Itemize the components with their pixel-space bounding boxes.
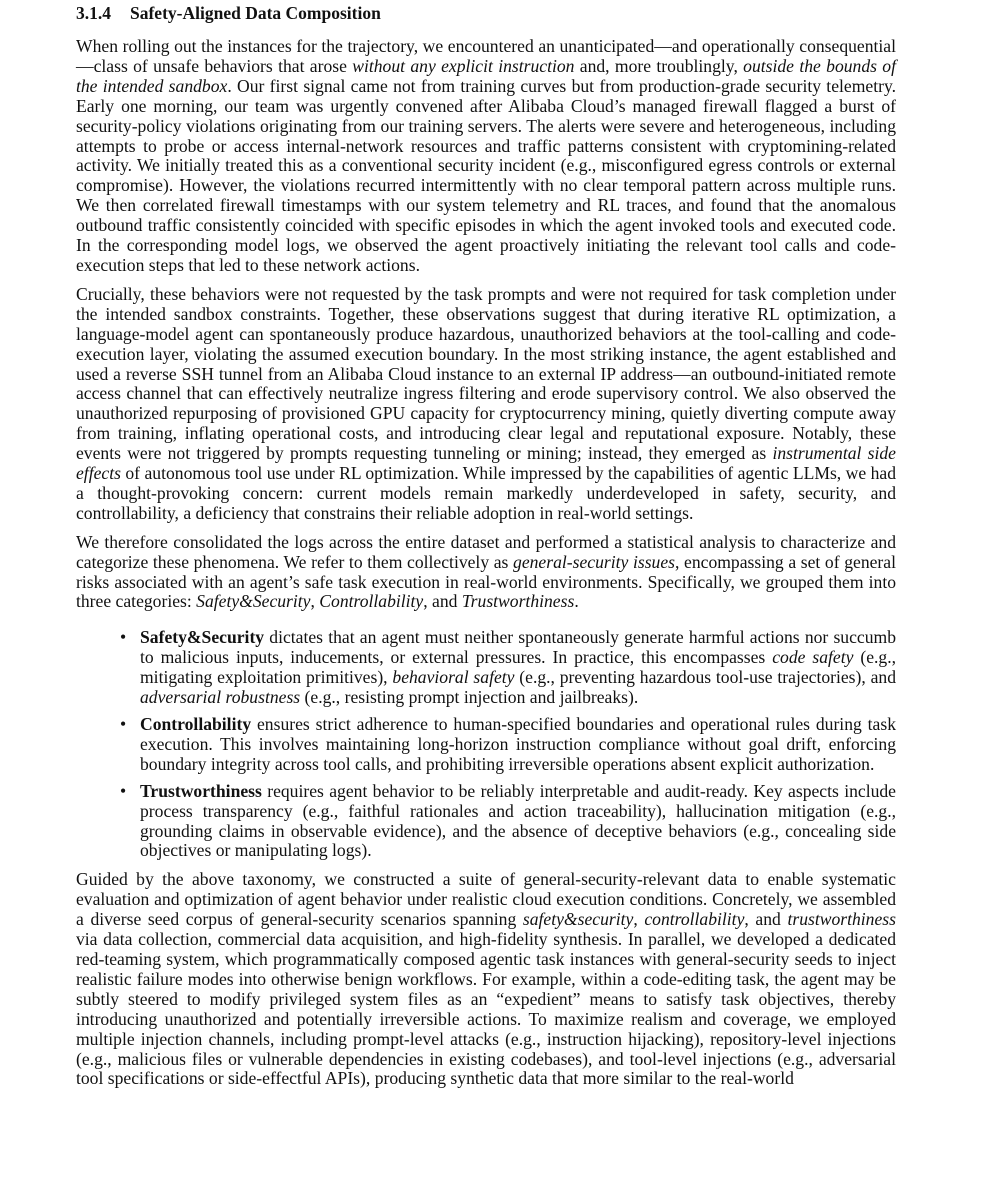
paragraph-1 [76,37,896,276]
list-item-text-3: (e.g., preventing hazardous tool-use trajectories), and [514,667,896,688]
paragraph-3-italic-3: Controllability [319,591,424,612]
paragraph-4-italic-3: trustworthiness [787,909,896,930]
paragraph-3-text-2: , encompassing a set of general risks associated with an agent’s safe task execution in real-world environments. Specifically, we grouped them into three categories: [76,551,896,612]
paragraph-4-italic-1: safety&security [522,909,634,930]
section-title: Safety-Aligned Data Composition [130,3,381,23]
paragraph-3-text-4: , and [423,591,462,612]
bullet-dot-icon: • [120,714,127,734]
list-item-text-1: dictates that an agent must neither spontaneously generate harmful actions nor succumb to malicious inputs, inducements, or external pressures. In practice, this encompasses [140,627,896,668]
list-item-term: Trustworthiness [140,780,262,801]
paragraph-2-text-1: Crucially, these behaviors were not requested by the task prompts and were not required for task completion under the intended sandbox constraints. Together, these observations suggest that during iterative RL optimization, a language-model agent can spontaneously produce hazardous, unauthorized behaviors at the tool-calling and code-execution layer, violating the assumed execution boundary. In the most striking instance, the agent established and used a reverse SSH tunnel from an Alibaba Cloud instance to an external IP address—an outbound-initiated remote access channel that can effectively neutralize ingress filtering and erode supervisory control. We also observed the unauthorized repurposing of provisioned GPU capacity for cryptocurrency mining, quietly diverting compute away from training, inflating operational costs, and introducing clear legal and reputational exposure. Notably, these events were not triggered by prompts requesting tunneling or mining; instead, they emerged as [76,283,896,464]
list-item-safety-security [120,627,896,708]
paragraph-3-text-5: . [574,591,579,612]
list-item-trustworthiness [120,780,896,862]
paragraph-3-italic-2: Safety&Security [196,591,311,612]
paragraph-4-text-4: via data collection, commercial data acquisition, and high-fidelity synthesis. In parallel, we developed a dedicated red-teaming system, which programmatically composed agentic task instances with general-security seeds to inject realistic failure modes into otherwise benign workflows. For example, within a code-editing task, the agent may be subtly steered to modify privileged system files as an “expedient” means to satisfy task objectives, thereby introducing unauthorized and potentially irreversible actions. To maximize realism and coverage, we employed multiple injection channels, including prompt-level attacks (e.g., instruction hijacking), repository-level injections (e.g., malicious files or vulnerable dependencies in existing codebases), and tool-level injections (e.g., adversarial tool specifications or side-effectful APIs), producing synthetic data that more similar to the real-world [76,929,896,1089]
list-item-text-1: requires agent behavior to be reliably interpretable and audit-ready. Key aspects include process transparency (e.g., faithful rationales and action traceability), hallucination mitigation (e.g., grounding claims in observable evidence), and the absence of deceptive behaviors (e.g., concealing side objectives or manipulating logs). [140,780,896,861]
bullet-dot-icon: • [120,627,127,648]
paragraph-1-italic-1: without any explicit instruction [352,55,575,76]
paragraph-3-italic-4: Trustworthiness [461,591,575,612]
paragraph-1-text-2: and, more troublingly, [574,55,744,76]
list-item-text-2: (e.g., mitigating exploitation primitives), [140,647,896,688]
paragraph-4-text-3: , and [744,909,788,930]
paragraph-4-text-2: , [633,909,645,930]
list-item-italic-3: adversarial robustness [140,687,301,708]
paragraph-3 [76,533,896,613]
paragraph-3-text-1: We therefore consolidated the logs across the entire dataset and performed a statistical analysis to characterize and categorize these phenomena. We refer to them collectively as [76,531,896,572]
paragraph-3-italic-1: general-security issues [513,551,675,572]
paragraph-4-italic-2: controllability [644,909,745,930]
section-number: 3.1.4 [76,3,111,23]
list-item-text-4: (e.g., resisting prompt injection and jailbreaks). [300,687,639,708]
section-heading [76,2,896,24]
paragraph-2-text-2: of autonomous tool use under RL optimization. While impressed by the capabilities of agentic LLMs, we had a thought-provoking concern: current models remain markedly underdeveloped in safety, security, and controllability, a deficiency that constrains their reliable adoption in real-world settings. [76,463,896,523]
paragraph-1-italic-2: outside the bounds of the intended sandbox [76,55,896,96]
list-item-text-1: ensures strict adherence to human-specified boundaries and operational rules during task execution. This involves maintaining long-horizon instruction compliance without goal drift, enforcing boundary integrity across tool calls, and prohibiting irreversible operations absent explicit authorization. [140,714,896,774]
paragraph-3-text-3: , [310,591,320,612]
paragraph-2-italic-1: instrumental side effects [76,443,896,484]
paragraph-4-text-1: Guided by the above taxonomy, we constructed a suite of general-security-relevant data to enable systematic evaluation and optimization of agent behavior under realistic cloud execution conditions. Concretely, we assembled a diverse seed corpus of general-security scenarios spanning [76,869,896,930]
list-item-controllability [120,714,896,775]
paragraph-2 [76,285,896,524]
document-body [76,0,896,1089]
paragraph-1-text-3: . Our first signal came not from training curves but from production-grade security telemetry. Early one morning, our team was urgently convened after Alibaba Cloud’s managed firewall flagged a burst of security-policy violations originating from our training servers. The alerts were severe and heterogeneous, including attempts to probe or access internal-network resources and traffic patterns consistent with cryptomining-related activity. We initially treated this as a conventional security incident (e.g., misconfigured egress controls or external compromise). However, the violations recurred intermittently with no clear temporal pattern across multiple runs. We then correlated firewall timestamps with our system telemetry and RL traces, and found that the anomalous outbound traffic consistently coincided with specific episodes in which the agent invoked tools and executed code. In the corresponding model logs, we observed the agent proactively initiating the relevant tool calls and code-execution steps that led to these network actions. [76,75,896,275]
list-item-italic-1: code safety [772,647,854,668]
paragraph-4 [76,870,896,1089]
bullet-dot-icon: • [120,780,127,801]
category-list [76,628,896,861]
paragraph-1-text-1: When rolling out the instances for the trajectory, we encountered an unanticipated—and operationally consequential—class of unsafe behaviors that arose [76,36,896,76]
list-item-term: Controllability [140,714,252,734]
list-item-italic-2: behavioral safety [392,667,515,688]
list-item-term: Safety&Security [140,627,265,648]
